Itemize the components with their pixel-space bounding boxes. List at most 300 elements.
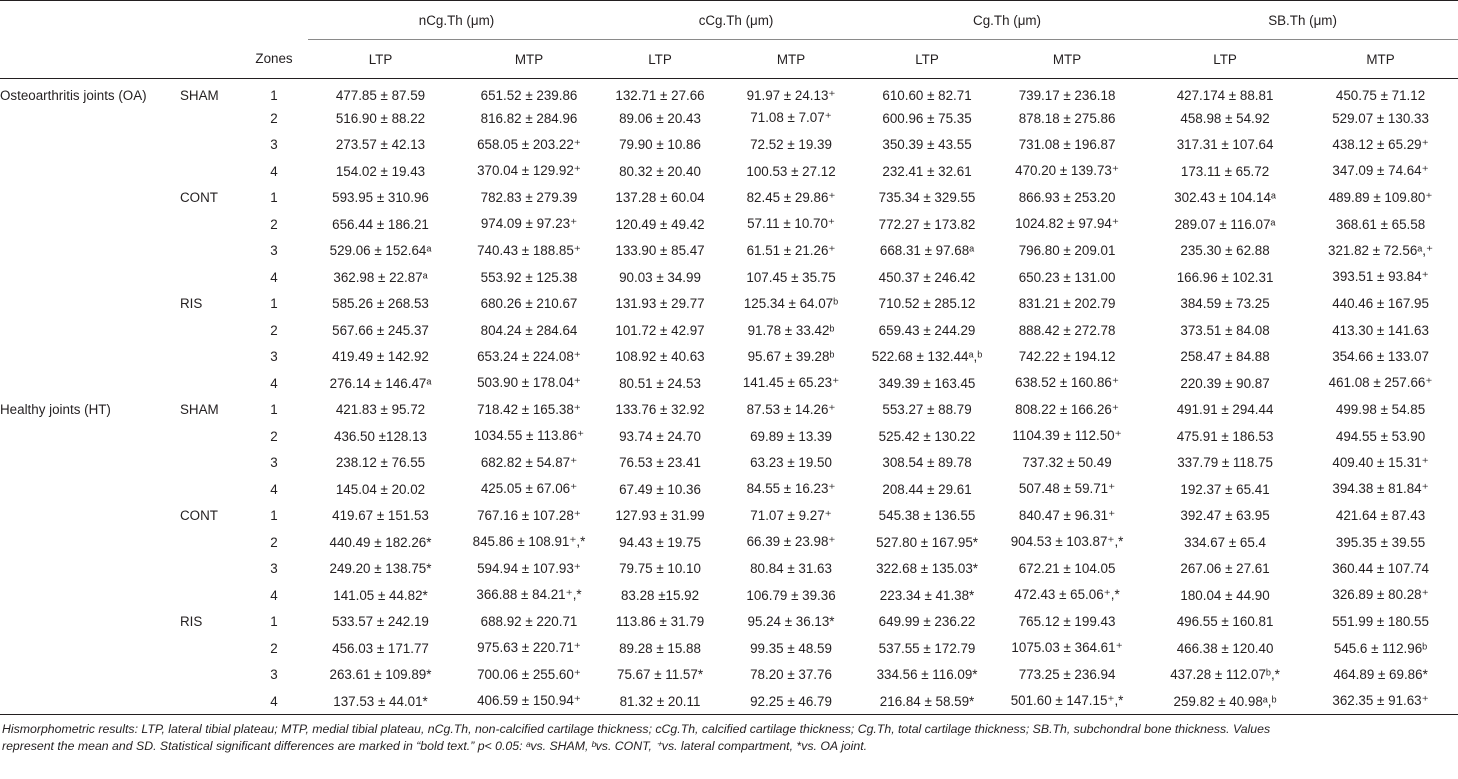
zone-cell: 2 [270,534,278,550]
zone-cell: 3 [270,561,278,577]
zone-cell: 2 [270,322,278,338]
value-cell: 421.64 ± 87.43 [1335,508,1426,524]
zone-cell: 2 [270,640,278,656]
value-cell: 545.6 ± 112.96ᵇ [1333,640,1428,656]
value-cell: 208.44 ± 29.61 [882,481,972,497]
value-cell: 651.52 ± 239.86 [480,88,578,103]
value-cell: 360.44 ± 107.74 [1332,561,1429,577]
value-cell: 101.72 ± 42.97 [615,322,705,338]
header-ltp: LTP [1147,40,1303,79]
value-cell: 1075.03 ± 364.61⁺ [1011,640,1123,656]
value-cell: 154.02 ± 19.43 [335,163,426,179]
table-row [0,556,1458,583]
table-row [0,423,1458,450]
value-cell: 180.04 ± 44.90 [1180,587,1270,603]
joint-label [0,635,180,662]
joint-label [0,238,180,265]
value-cell: 440.46 ± 167.95 [1332,296,1429,312]
group-label: RIS [180,296,203,312]
value-cell: 649.99 ± 236.22 [878,614,976,630]
value-cell: 395.35 ± 39.55 [1335,534,1426,550]
value-cell: 67.49 ± 10.36 [619,481,701,497]
group-label [180,211,240,238]
value-cell: 127.93 ± 31.99 [615,508,705,524]
value-cell: 71.07 ± 9.27⁺ [750,507,832,523]
value-cell: 475.91 ± 186.53 [1176,428,1274,444]
value-cell: 82.45 ± 29.86⁺ [746,189,836,205]
value-cell: 413.30 ± 141.63 [1332,322,1429,338]
value-cell: 80.84 ± 31.63 [750,561,832,577]
zone-cell: 1 [270,296,278,312]
value-cell: 470.20 ± 139.73⁺ [1015,163,1119,179]
header-Cg-Th: Cg.Th (μm) [867,1,1147,40]
joint-label: Osteoarthritis joints (OA) [0,88,147,103]
group-label [180,662,240,689]
header-zones: Zones [240,40,308,79]
header-mtp: MTP [987,40,1147,79]
value-cell: 464.89 ± 69.86* [1333,667,1428,683]
value-cell: 173.11 ± 65.72 [1180,163,1270,179]
value-cell: 496.55 ± 160.81 [1176,614,1274,630]
value-cell: 975.63 ± 220.71⁺ [477,640,581,656]
joint-label [0,185,180,212]
group-label [180,476,240,503]
zone-cell: 1 [270,508,278,524]
header-group-row [0,1,1458,40]
group-label: CONT [180,508,218,524]
value-cell: 656.44 ± 186.21 [332,216,429,232]
value-cell: 133.76 ± 32.92 [615,402,705,418]
value-cell: 718.42 ± 165.38⁺ [477,401,581,417]
value-cell: 840.47 ± 96.31⁺ [1018,507,1116,523]
zone-cell: 1 [270,190,278,206]
value-cell: 302.43 ± 104.14ᵃ [1174,190,1276,206]
group-label [180,688,240,715]
header-ltp: LTP [605,40,715,79]
value-cell: 137.28 ± 60.04 [615,190,705,206]
joint-label [0,662,180,689]
value-cell: 450.75 ± 71.12 [1335,88,1426,103]
zone-cell: 2 [270,428,278,444]
value-cell: 501.60 ± 147.15⁺,* [987,688,1147,715]
value-cell: 337.79 ± 118.75 [1177,455,1273,471]
value-cell: 321.82 ± 72.56ᵃ,⁺ [1328,242,1434,258]
table-row [0,158,1458,185]
value-cell: 259.82 ± 40.98ᵃ,ᵇ [1147,688,1303,715]
value-cell: 393.51 ± 93.84⁺ [1332,269,1429,285]
value-cell: 91.78 ± 33.42ᵇ [747,322,835,338]
value-cell: 553.92 ± 125.38 [480,269,578,285]
table-row [0,582,1458,609]
joint-label [0,450,180,477]
value-cell: 735.34 ± 329.55 [878,190,976,206]
value-cell: 223.34 ± 41.38* [879,587,975,603]
header-mtp: MTP [715,40,867,79]
table-row [0,529,1458,556]
joint-label [0,211,180,238]
value-cell: 421.83 ± 95.72 [335,402,426,418]
value-cell: 141.45 ± 65.23⁺ [742,375,840,391]
zone-cell: 1 [270,402,278,418]
value-cell: 700.06 ± 255.60⁺ [477,666,581,682]
zone-cell: 4 [240,688,308,715]
joint-label [0,264,180,291]
value-cell: 350.39 ± 43.55 [882,137,972,153]
value-cell: 235.30 ± 62.88 [1180,243,1270,259]
value-cell: 384.59 ± 73.25 [1180,296,1270,312]
value-cell: 765.12 ± 199.43 [1018,614,1116,630]
value-cell: 782.83 ± 279.39 [480,190,578,206]
zone-cell: 3 [270,455,278,471]
zone-cell: 2 [270,216,278,232]
value-cell: 567.66 ± 245.37 [332,322,429,338]
value-cell: 1034.55 ± 113.86⁺ [473,428,585,444]
table-footnote [2,721,1456,755]
value-cell: 232.41 ± 32.61 [882,163,972,179]
zone-cell: 4 [270,375,278,391]
joint-label [0,105,180,132]
value-cell: 796.80 ± 209.01 [1018,243,1116,259]
value-cell: 537.55 ± 172.79 [878,640,976,656]
value-cell: 638.52 ± 160.86⁺ [1015,375,1119,391]
value-cell: 529.07 ± 130.33 [1332,110,1429,126]
value-cell: 132.71 ± 27.66 [615,88,705,103]
value-cell: 107.45 ± 35.75 [746,269,836,285]
value-cell: 192.37 ± 65.41 [1180,481,1270,497]
zone-cell: 3 [270,137,278,153]
value-cell: 425.05 ± 67.06⁺ [480,481,578,497]
table-row [0,79,1458,106]
value-cell: 238.12 ± 76.55 [335,455,426,471]
value-cell: 406.59 ± 150.94⁺ [453,688,605,715]
value-cell: 527.80 ± 167.95* [876,534,978,550]
value-cell: 113.86 ± 31.79 [615,614,705,630]
value-cell: 437.28 ± 112.07ᵇ,* [1170,667,1280,683]
value-cell: 75.67 ± 11.57* [617,667,704,683]
value-cell: 373.51 ± 84.08 [1180,322,1270,338]
value-cell: 92.25 ± 46.79 [715,688,867,715]
table-row [0,662,1458,689]
joint-label [0,132,180,159]
table-row [0,291,1458,318]
value-cell: 322.68 ± 135.03* [876,561,978,577]
header-cCg-Th: cCg.Th (μm) [605,1,867,40]
table-row [0,609,1458,636]
value-cell: 334.56 ± 116.09* [876,667,978,683]
table-row [0,317,1458,344]
value-cell: 326.89 ± 80.28⁺ [1332,587,1429,603]
value-cell: 503.90 ± 178.04⁺ [477,375,581,391]
value-cell: 804.24 ± 284.64 [480,322,578,338]
value-cell: 84.55 ± 16.23⁺ [746,481,836,497]
value-cell: 131.93 ± 29.77 [615,296,705,312]
value-cell: 742.22 ± 194.12 [1018,349,1116,365]
value-cell: 593.95 ± 310.96 [332,190,429,206]
table-row [0,397,1458,424]
value-cell: 472.43 ± 65.06⁺,* [1014,587,1120,603]
value-cell: 368.61 ± 65.58 [1335,216,1426,232]
value-cell: 100.53 ± 27.12 [746,163,836,179]
value-cell: 57.11 ± 10.70⁺ [747,216,835,232]
zone-cell: 2 [270,110,278,126]
value-cell: 551.99 ± 180.55 [1332,614,1429,630]
joint-label: Healthy joints (HT) [0,402,111,418]
footnote-line-1: Hismorphometric results: LTP, lateral tibial plateau; MTP, medial tibial plateau, nCg.Th, non-calcified cartilage thickness; cCg.Th, calcified cartilage thickness; Cg.Th, total cartilage thickness; SB.Th, subchondral bone thickness. Values [2,722,1271,736]
zone-cell: 1 [270,88,278,103]
value-cell: 653.24 ± 224.08⁺ [477,348,581,364]
value-cell: 362.98 ± 22.87ᵃ [333,269,428,285]
value-cell: 79.90 ± 10.86 [619,137,701,153]
value-cell: 133.90 ± 85.47 [615,243,705,259]
header-mtp: MTP [453,40,605,79]
value-cell: 71.08 ± 7.07⁺ [750,110,832,126]
value-cell: 90.03 ± 34.99 [619,269,701,285]
value-cell: 273.57 ± 42.13 [335,137,426,153]
group-label [180,556,240,583]
value-cell: 450.37 ± 246.42 [878,269,976,285]
value-cell: 739.17 ± 236.18 [1018,88,1116,103]
group-label [180,635,240,662]
group-label [180,450,240,477]
table-row [0,344,1458,371]
joint-label [0,503,180,530]
value-cell: 108.92 ± 40.63 [615,349,705,365]
joint-label [0,317,180,344]
value-cell: 610.60 ± 82.71 [882,88,972,103]
joint-label [0,158,180,185]
value-cell: 888.42 ± 272.78 [1018,322,1116,338]
value-cell: 419.67 ± 151.53 [332,508,429,524]
value-cell: 61.51 ± 21.26⁺ [746,242,836,258]
value-cell: 974.09 ± 97.23⁺ [480,216,578,232]
group-label: CONT [180,190,218,206]
value-cell: 276.14 ± 146.47ᵃ [329,375,432,391]
value-cell: 688.92 ± 220.71 [480,614,578,630]
value-cell: 289.07 ± 116.07ᵃ [1174,216,1276,232]
value-cell: 89.28 ± 15.88 [619,640,701,656]
table-row [0,476,1458,503]
zone-cell: 3 [270,243,278,259]
table-row [0,503,1458,530]
value-cell: 878.18 ± 275.86 [1018,110,1116,126]
value-cell: 545.38 ± 136.55 [878,508,976,524]
value-cell: 106.79 ± 39.36 [746,587,836,603]
value-cell: 362.35 ± 91.63⁺ [1303,688,1458,715]
joint-label [0,582,180,609]
value-cell: 499.98 ± 54.85 [1335,402,1426,418]
zone-cell: 4 [270,481,278,497]
joint-label [0,423,180,450]
value-cell: 650.23 ± 131.00 [1018,269,1116,285]
joint-label [0,556,180,583]
value-cell: 137.53 ± 44.01* [308,688,453,715]
value-cell: 95.24 ± 36.13* [747,614,835,630]
value-cell: 808.22 ± 166.26⁺ [1015,401,1119,417]
value-cell: 63.23 ± 19.50 [750,455,832,471]
value-cell: 72.52 ± 19.39 [750,137,832,153]
header-SB-Th: SB.Th (μm) [1147,1,1458,40]
value-cell: 731.08 ± 196.87 [1018,137,1116,153]
value-cell: 99.35 ± 48.59 [750,640,832,656]
joint-label [0,688,180,715]
value-cell: 308.54 ± 89.78 [882,455,972,471]
joint-label [0,370,180,397]
value-cell: 600.96 ± 75.35 [882,110,972,126]
value-cell: 83.28 ±15.92 [620,587,700,603]
table-body [0,79,1458,715]
value-cell: 845.86 ± 108.91⁺,* [472,534,586,550]
value-cell: 682.82 ± 54.87⁺ [480,454,578,470]
value-cell: 66.39 ± 23.98⁺ [746,534,836,550]
value-cell: 594.94 ± 107.93⁺ [477,560,581,576]
table-row [0,105,1458,132]
value-cell: 93.74 ± 24.70 [619,428,701,444]
value-cell: 267.06 ± 27.61 [1180,561,1270,577]
table-row [0,238,1458,265]
value-cell: 354.66 ± 133.07 [1332,349,1429,365]
joint-label [0,529,180,556]
value-cell: 349.39 ± 163.45 [878,375,976,391]
table-row [0,264,1458,291]
header-ltp: LTP [308,40,453,79]
zone-cell: 4 [270,163,278,179]
header-nCg-Th: nCg.Th (μm) [308,1,605,40]
value-cell: 585.26 ± 268.53 [332,296,429,312]
value-cell: 1104.39 ± 112.50⁺ [1012,428,1122,444]
group-label [180,105,240,132]
value-cell: 89.06 ± 20.43 [619,110,701,126]
value-cell: 79.75 ± 10.10 [619,561,701,577]
value-cell: 91.97 ± 24.13⁺ [746,87,836,103]
zone-cell: 3 [270,349,278,365]
value-cell: 1024.82 ± 97.94⁺ [1015,216,1119,232]
value-cell: 370.04 ± 129.92⁺ [477,163,581,179]
zone-cell: 3 [270,667,278,683]
value-cell: 438.12 ± 65.29⁺ [1332,136,1429,152]
value-cell: 831.21 ± 202.79 [1018,296,1116,312]
table-row [0,450,1458,477]
value-cell: 427.174 ± 88.81 [1176,88,1274,103]
value-cell: 816.82 ± 284.96 [480,110,578,126]
value-cell: 166.96 ± 102.31 [1176,269,1274,285]
value-cell: 477.85 ± 87.59 [335,88,426,103]
value-cell: 773.25 ± 236.94 [1018,667,1116,683]
value-cell: 394.38 ± 81.84⁺ [1332,481,1429,497]
value-cell: 95.67 ± 39.28ᵇ [747,349,835,365]
value-cell: 94.43 ± 19.75 [619,534,701,550]
value-cell: 436.50 ±128.13 [334,428,427,444]
value-cell: 80.32 ± 20.40 [619,163,701,179]
value-cell: 263.61 ± 109.89* [329,667,432,683]
value-cell: 529.06 ± 152.64ᵃ [329,243,432,259]
value-cell: 668.31 ± 97.68ᵃ [879,243,975,259]
group-label [180,264,240,291]
table-row [0,185,1458,212]
group-label [180,370,240,397]
value-cell: 680.26 ± 210.67 [480,296,578,312]
value-cell: 866.93 ± 253.20 [1018,190,1116,206]
group-label [180,238,240,265]
value-cell: 76.53 ± 23.41 [619,455,701,471]
value-cell: 347.09 ± 74.64⁺ [1332,163,1429,179]
value-cell: 220.39 ± 90.87 [1180,375,1270,391]
value-cell: 120.49 ± 49.42 [615,216,705,232]
value-cell: 440.49 ± 182.26* [329,534,432,550]
header-mtp: MTP [1303,40,1458,79]
group-label [180,317,240,344]
value-cell: 334.67 ± 65.4 [1184,534,1266,550]
joint-label [0,476,180,503]
table-row [0,211,1458,238]
value-cell: 216.84 ± 58.59* [867,688,987,715]
footnote-line-2: represent the mean and SD. Statistical significant differences are marked in “bold text.” p< 0.05: ᵃvs. SHAM, ᵇvs. CONT, ⁺vs. lateral compartment, *vs. OA joint. [2,739,868,753]
header-ltp: LTP [867,40,987,79]
value-cell: 533.57 ± 242.19 [332,614,429,630]
value-cell: 317.31 ± 107.64 [1176,137,1274,153]
value-cell: 904.53 ± 103.87⁺,* [1010,534,1124,550]
value-cell: 489.89 ± 109.80⁺ [1328,189,1433,205]
value-cell: 672.21 ± 104.05 [1018,561,1116,577]
value-cell: 69.89 ± 13.39 [750,428,832,444]
value-cell: 767.16 ± 107.28⁺ [477,507,581,523]
value-cell: 456.03 ± 171.77 [332,640,429,656]
table-row [0,688,1458,715]
joint-label [0,344,180,371]
value-cell: 141.05 ± 44.82* [333,587,428,603]
header-sub-row [0,40,1458,79]
value-cell: 145.04 ± 20.02 [335,481,426,497]
value-cell: 710.52 ± 285.12 [878,296,976,312]
value-cell: 366.88 ± 84.21⁺,* [476,587,582,603]
group-label [180,344,240,371]
value-cell: 80.51 ± 24.53 [619,375,701,391]
group-label [180,529,240,556]
group-label [180,132,240,159]
group-label: SHAM [180,402,219,418]
value-cell: 81.32 ± 20.11 [605,688,715,715]
value-cell: 78.20 ± 37.76 [750,667,832,683]
value-cell: 409.40 ± 15.31⁺ [1332,454,1429,470]
group-label [180,582,240,609]
value-cell: 740.43 ± 188.85⁺ [477,242,581,258]
zone-cell: 4 [270,269,278,285]
value-cell: 466.38 ± 120.40 [1176,640,1274,656]
value-cell: 525.42 ± 130.22 [878,428,976,444]
group-label [180,158,240,185]
value-cell: 249.20 ± 138.75* [329,561,432,577]
value-cell: 87.53 ± 14.26⁺ [746,401,836,417]
value-cell: 419.49 ± 142.92 [332,349,429,365]
table-row [0,635,1458,662]
value-cell: 522.68 ± 132.44ᵃ,ᵇ [871,349,983,365]
value-cell: 258.47 ± 84.88 [1180,349,1270,365]
joint-label [0,291,180,318]
value-cell: 491.91 ± 294.44 [1176,402,1274,418]
value-cell: 553.27 ± 88.79 [882,402,972,418]
value-cell: 772.27 ± 173.82 [878,216,976,232]
value-cell: 392.47 ± 63.95 [1180,508,1270,524]
value-cell: 125.34 ± 64.07ᵇ [743,296,839,312]
value-cell: 461.08 ± 257.66⁺ [1328,375,1433,391]
group-label: SHAM [180,88,219,103]
group-label: RIS [180,614,203,630]
table-row [0,132,1458,159]
value-cell: 458.98 ± 54.92 [1180,110,1270,126]
value-cell: 516.90 ± 88.22 [335,110,426,126]
value-cell: 494.55 ± 53.90 [1335,428,1426,444]
value-cell: 659.43 ± 244.29 [878,322,976,338]
joint-label [0,609,180,636]
